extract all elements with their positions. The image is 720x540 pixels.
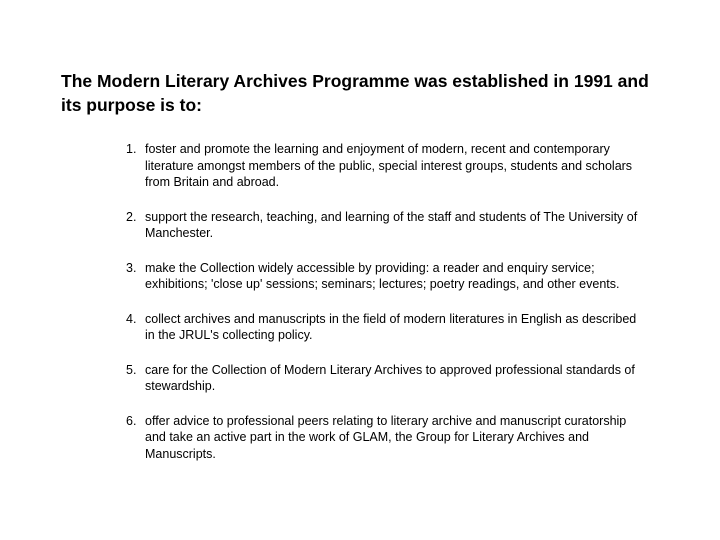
list-item-text: care for the Collection of Modern Literary Archives to approved professional standards of stewardship.: [145, 362, 635, 393]
list-item: [126, 311, 646, 344]
list-item-number: 3.: [126, 260, 137, 275]
list-item-number: 4.: [126, 311, 137, 326]
list-item: [126, 260, 646, 293]
list-item-number: 6.: [126, 413, 137, 428]
list-item: [126, 141, 646, 191]
list-item: [126, 413, 646, 463]
list-item-text: make the Collection widely accessible by providing: a reader and enquiry service; exhibitions; 'close up' sessions; seminars; lectures; poetry readings, and other events.: [145, 260, 620, 291]
purpose-list: [126, 141, 646, 480]
list-item-number: 1.: [126, 142, 137, 156]
list-item-text: support the research, teaching, and learning of the staff and students of The University of Manchester.: [145, 209, 638, 240]
list-item-text: foster and promote the learning and enjoyment of modern, recent and contemporary literature amongst members of the public, special interest groups, students and scholars from Britain and abroad.: [145, 142, 633, 189]
slide-title: The Modern Literary Archives Programme was established in 1991 and its purpose is to:: [61, 71, 649, 115]
list-item: [126, 209, 646, 242]
list-item-text: offer advice to professional peers relating to literary archive and manuscript curatorship and take an active part in the work of GLAM, the Group for Literary Archives and Manuscripts.: [145, 413, 627, 461]
list-item-text: collect archives and manuscripts in the field of modern literatures in English as described in the JRUL's collecting policy.: [145, 311, 637, 342]
list-item-number: 5.: [126, 362, 137, 377]
list-item: [126, 362, 646, 395]
list-item-number: 2.: [126, 209, 137, 224]
